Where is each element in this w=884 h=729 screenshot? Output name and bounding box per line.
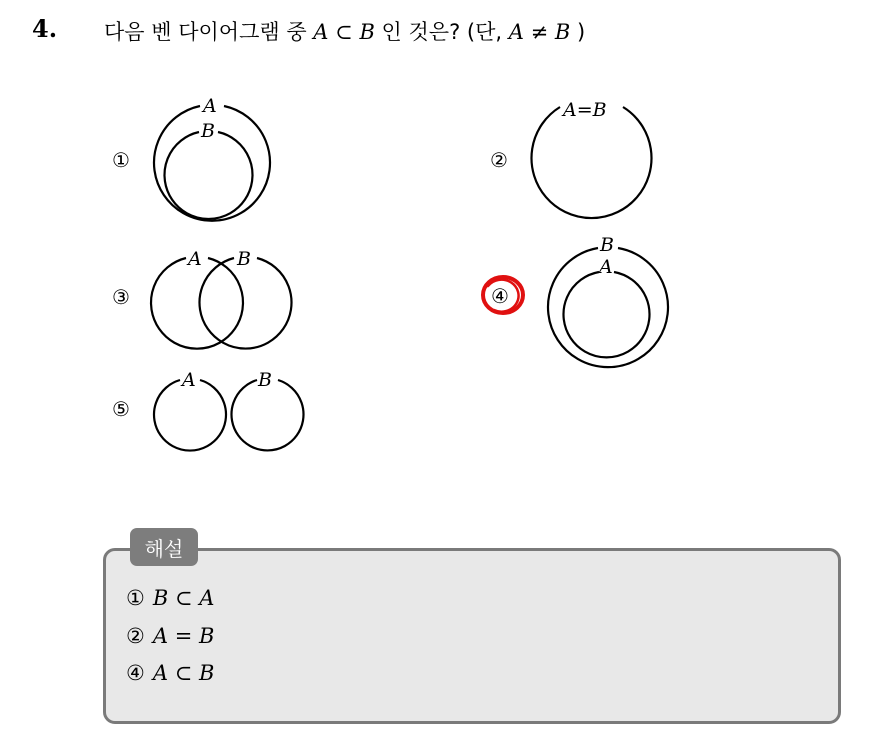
option-1-circle-b [165,132,253,219]
solution-line-3-left: A [152,661,168,685]
solution-line-1-marker: ① [126,586,145,610]
question-text-suffix: ) [570,20,586,44]
option-2-marker[interactable]: ② [490,148,508,172]
option-1-marker[interactable]: ① [112,148,130,172]
option-2-circle [532,107,652,218]
option-3-marker[interactable]: ③ [112,285,130,309]
option-2-diagram[interactable] [532,107,652,218]
neq-symbol: ≠ [530,20,549,44]
option-5-marker[interactable]: ⑤ [112,397,130,421]
solution-badge: 해설 [130,528,198,566]
question-text-prefix: 다음 벤 다이어그램 중 [104,20,314,44]
solution-line-2-left: A [152,624,168,648]
option-4-label-b: B [600,234,614,256]
option-2-label: A=B [563,99,607,121]
option-5-label-a: A [182,369,196,391]
subset-symbol: ⊂ [335,20,353,44]
solution-line-2 [126,624,214,648]
solution-line-3-right: B [198,661,215,685]
option-3-diagram[interactable] [151,258,291,349]
solution-line-3-op: ⊂ [174,661,193,685]
question-number: 4. [32,14,58,43]
question-set-a: A [313,20,329,44]
solution-line-2-marker: ② [126,624,145,648]
option-4-label-a: A [599,256,613,278]
solution-line-2-right: B [198,624,215,648]
solution-line-1-op: ⊂ [174,586,193,610]
option-3-label-b: B [237,248,251,270]
condition-set-b: B [554,20,571,44]
solution-line-3-marker: ④ [126,661,145,685]
option-3-label-a: A [188,248,202,270]
option-1-label-a: A [203,95,217,117]
solution-line-1 [126,586,214,610]
option-3-circle-a [151,258,243,349]
question-text-mid: 인 것은? (단, [374,20,509,44]
solution-line-2-op: = [174,624,193,648]
option-3-circle-b [200,258,292,349]
option-5-diagram[interactable] [154,380,304,451]
option-4-circle-a [564,272,650,357]
option-4-marker[interactable]: ④ [491,284,509,308]
option-5-label-b: B [258,369,272,391]
solution-line-1-right: A [199,586,215,610]
question-set-b: B [359,20,375,44]
solution-line-3 [126,661,214,685]
option-1-label-b: B [201,120,215,142]
solution-line-1-left: B [152,586,169,610]
condition-set-a: A [508,20,524,44]
